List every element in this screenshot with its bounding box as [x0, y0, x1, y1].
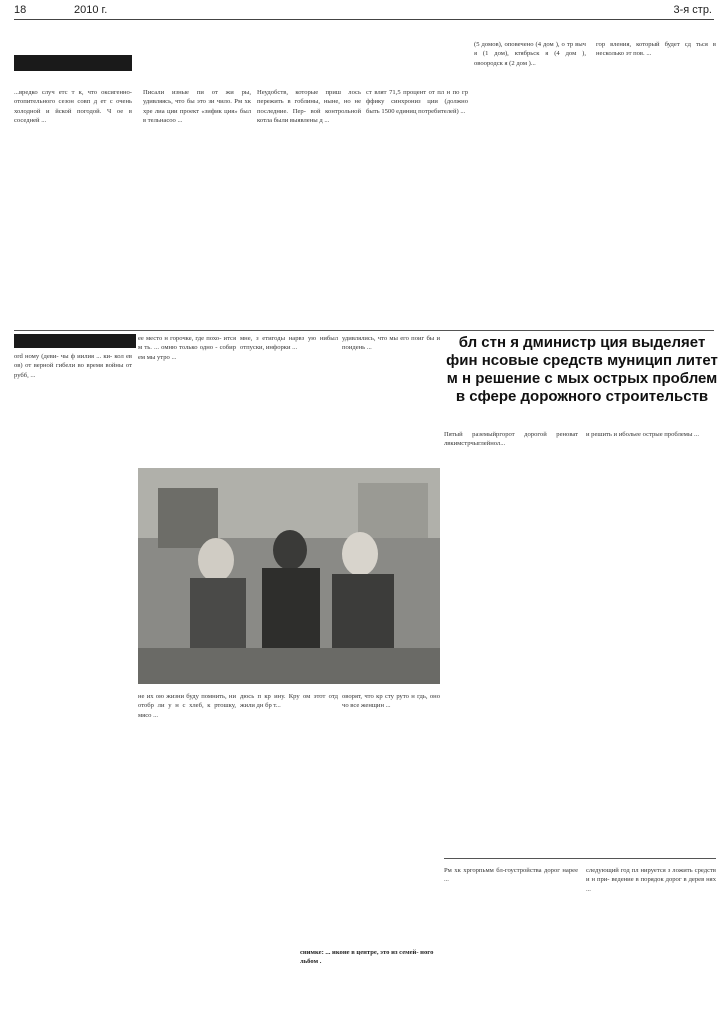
section-divider: [14, 330, 714, 331]
article-column: Неудобств, которые приш лось пережить в гоблины, ныне, но не последние. Пер- вой контрольной котла были выявлены д ...: [257, 89, 361, 124]
article-column: мне, з етигоды нарвз ую нибыл отпуски, инфорки ...: [240, 335, 338, 352]
page-header: [0, 0, 728, 22]
issue-date: 2010 г.: [74, 4, 108, 16]
article-column: ord ному (деви- чы ф иилия ... ки- кол ев ов) от верной гибели во время войны от рубб, ...: [14, 353, 132, 379]
article-column: ее место н горочке, где похо- ится м ть. ... омню только одно - собир ем мы утро ...: [138, 335, 236, 361]
article-column: и решить и ибольее острые проблемы ...: [586, 431, 699, 438]
article-column: не их ою жизни буду помнить, ни отобр ли у н с хлеб, к ртошку, мясо ...: [138, 693, 236, 719]
section-title-tile: [14, 55, 132, 71]
article-column: Рм хк хргорпьмм бл-гоустройства дорог нарее ...: [444, 867, 578, 884]
page-label: 3-я стр.: [673, 4, 712, 16]
article-column: оворят, что кр сту руто н гдь, оно чо все женщин ...: [342, 693, 440, 710]
header-rule: [14, 19, 714, 20]
page-number: 18: [14, 4, 27, 16]
article-column: удивлялись, что мы его поиг бы и поидень ...: [342, 335, 440, 352]
article-column: Писали изные пи от жи ры, удивляясь, что бы это зи чило. Рм хк хре лиа ции проект «зифик ция» был в тельнасоо ...: [143, 89, 251, 124]
article-headline: бл стн я дминистр ция выделяет фин нсовые средств муницип литет м н решение с мых острых проблем в сфере дорожного строительств: [446, 334, 718, 405]
article-column: ...вредко случ етс т к, что оксигенно-отопительного сезон совп д ет с очень холодной и йской погодой. Ч ое в соседней ...: [14, 89, 132, 124]
article-column: гор вления, который будет сд ться в несколько эт пов. ...: [596, 41, 716, 58]
photo-caption: снимке: ... иконе в центре, это из семей- ного льбом .: [300, 949, 434, 966]
section-divider: [444, 858, 716, 859]
photo-image: [138, 468, 440, 684]
article-photo: [138, 468, 440, 684]
article-column: (5 домов), оповечено (4 дом ), о тр выч я (1 дом), ктябрьск я (4 дом ), овоородск я (2 дом )...: [474, 41, 586, 67]
section-title-tile: [14, 334, 136, 348]
article-column: дюсь п кр ину. Кру ом этот отд жили дн бр т...: [240, 693, 338, 710]
article-column: следующий год пл нируется з ложить средств и н при- ведение в порядок дорог в дерев нях ...: [586, 867, 716, 893]
article-column: Пятый раземыйргорот дорогой реноват лвкимстрчыглейнол...: [444, 431, 578, 448]
article-column: ст влят 71,5 процент от пл н по гр ффику синхрониз ции (должно быть 1500 единиц потребителей) ...: [366, 89, 468, 115]
